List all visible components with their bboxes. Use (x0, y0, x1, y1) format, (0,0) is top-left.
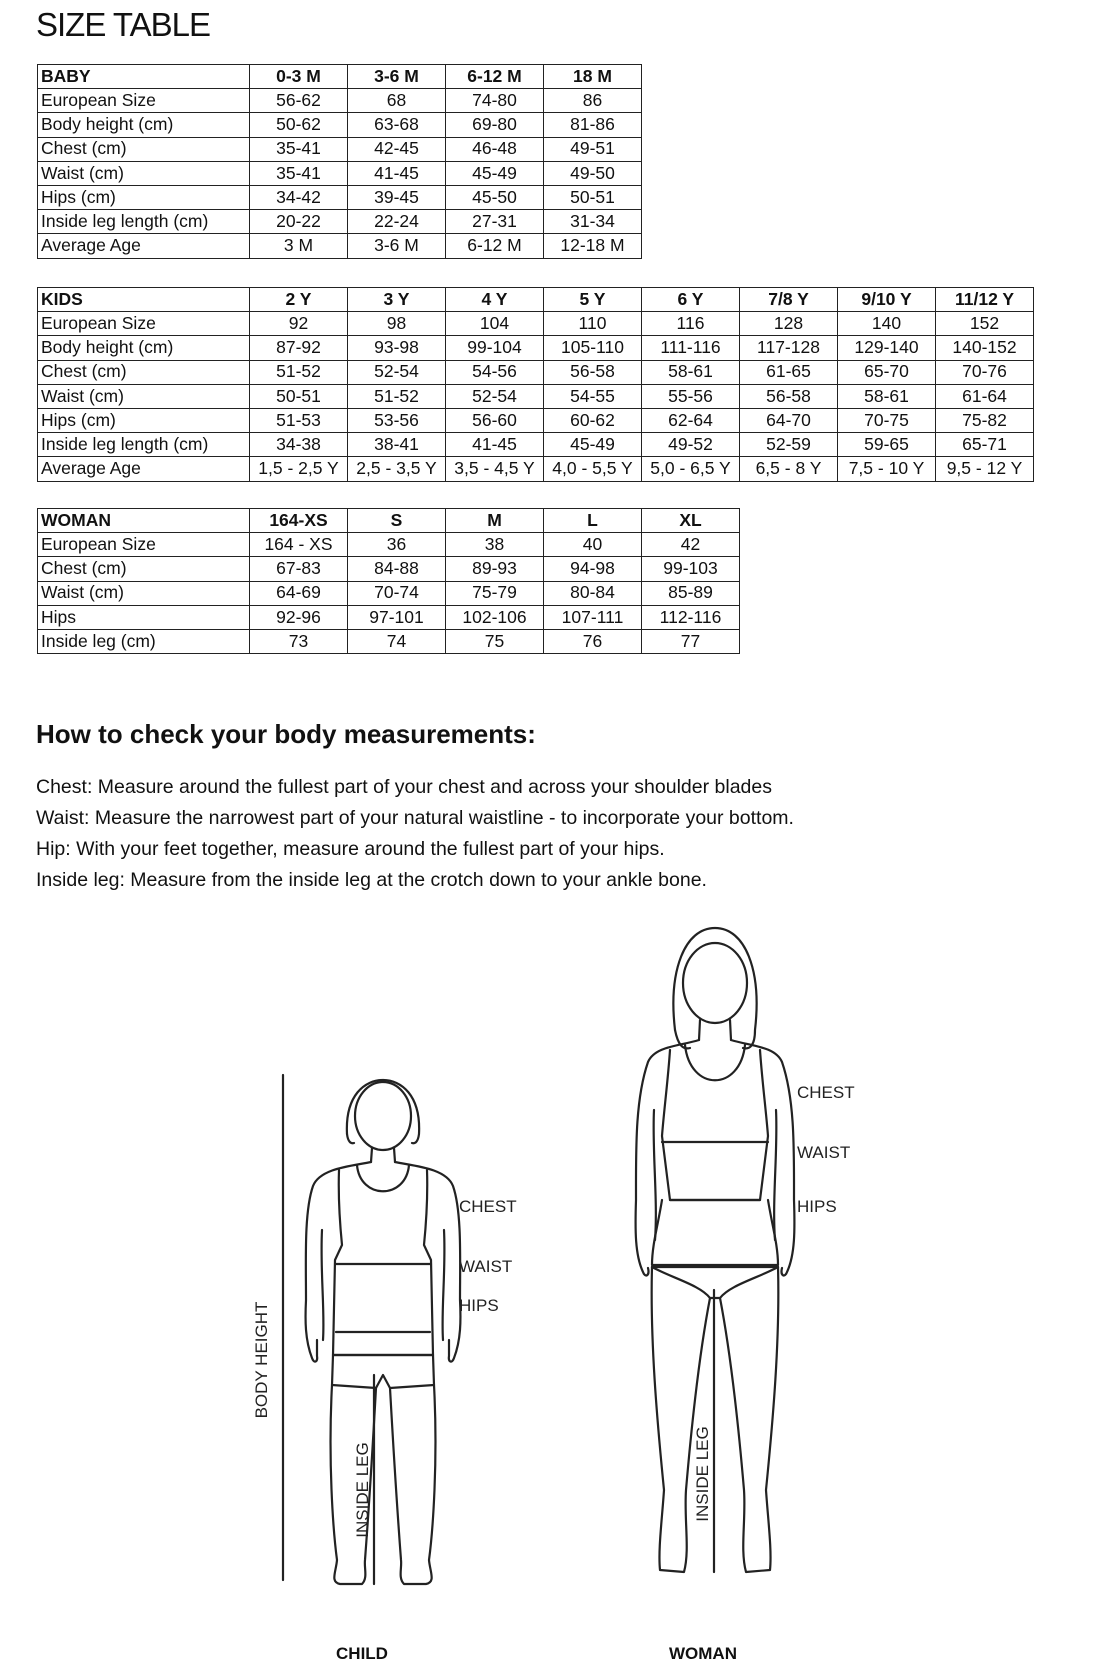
row-label: Chest (cm) (38, 137, 250, 161)
table-row (38, 360, 1034, 384)
table-cell: 4,0 - 5,5 Y (544, 457, 642, 481)
table-cell: 34-38 (250, 433, 348, 457)
table-cell: 107-111 (544, 605, 642, 629)
table-row (38, 185, 642, 209)
table-cell: 129-140 (838, 336, 936, 360)
table-cell: 3 M (250, 234, 348, 258)
table-cell: 64-69 (250, 581, 348, 605)
table-cell: 41-45 (446, 433, 544, 457)
table-cell: 92-96 (250, 605, 348, 629)
table-row (38, 210, 642, 234)
table-cell: 49-50 (544, 161, 642, 185)
child-vest (333, 1170, 433, 1355)
column-header: 2 Y (250, 288, 348, 312)
woman-top (662, 1050, 768, 1200)
row-label: Hips (cm) (38, 185, 250, 209)
table-cell: 65-71 (936, 433, 1034, 457)
child-caption: CHILD (336, 1644, 388, 1663)
row-label: Body height (cm) (38, 336, 250, 360)
table-cell: 67-83 (250, 557, 348, 581)
row-label: Inside leg (cm) (38, 629, 250, 653)
table-cell: 12-18 M (544, 234, 642, 258)
table-cell: 97-101 (348, 605, 446, 629)
child-waist-label: WAIST (459, 1257, 513, 1276)
table-cell: 75-82 (936, 408, 1034, 432)
table-cell: 94-98 (544, 557, 642, 581)
table-cell: 102-106 (446, 605, 544, 629)
table-row (38, 629, 740, 653)
row-label: European Size (38, 312, 250, 336)
row-label: Waist (cm) (38, 581, 250, 605)
column-header: 0-3 M (250, 65, 348, 89)
baby-size-table (37, 64, 642, 259)
table-cell: 104 (446, 312, 544, 336)
table-cell: 61-64 (936, 384, 1034, 408)
table-cell: 2,5 - 3,5 Y (348, 457, 446, 481)
table-cell: 50-51 (250, 384, 348, 408)
table-cell: 84-88 (348, 557, 446, 581)
howto-line-hips: Hip: With your feet together, measure around the fullest part of your hips. (36, 838, 665, 860)
table-cell: 31-34 (544, 210, 642, 234)
table-cell: 58-61 (642, 360, 740, 384)
howto-line-waist: Waist: Measure the narrowest part of your natural waistline - to incorporate your bottom. (36, 807, 794, 829)
woman-head (683, 943, 747, 1023)
table-cell: 50-62 (250, 113, 348, 137)
woman-figure (636, 928, 795, 1572)
howto-line-inside-leg: Inside leg: Measure from the inside leg at the crotch down to your ankle bone. (36, 869, 707, 891)
column-header: 7/8 Y (740, 288, 838, 312)
table-cell: 51-53 (250, 408, 348, 432)
table-cell: 34-42 (250, 185, 348, 209)
row-label: European Size (38, 533, 250, 557)
table-cell: 52-54 (446, 384, 544, 408)
table-cell: 58-61 (838, 384, 936, 408)
column-header: 3 Y (348, 288, 446, 312)
table-row (38, 384, 1034, 408)
table-cell: 75-79 (446, 581, 544, 605)
table-cell: 1,5 - 2,5 Y (250, 457, 348, 481)
row-label: Body height (cm) (38, 113, 250, 137)
table-title-cell: WOMAN (38, 509, 250, 533)
woman-caption: WOMAN (669, 1644, 737, 1663)
table-cell: 52-54 (348, 360, 446, 384)
column-header: 5 Y (544, 288, 642, 312)
row-label: Waist (cm) (38, 161, 250, 185)
woman-chest-label: CHEST (797, 1083, 855, 1102)
table-cell: 54-55 (544, 384, 642, 408)
table-cell: 56-62 (250, 89, 348, 113)
table-cell: 63-68 (348, 113, 446, 137)
woman-size-table (37, 508, 740, 654)
table-cell: 70-75 (838, 408, 936, 432)
table-cell: 70-74 (348, 581, 446, 605)
table-cell: 9,5 - 12 Y (936, 457, 1034, 481)
column-header: XL (642, 509, 740, 533)
table-cell: 77 (642, 629, 740, 653)
table-cell: 45-50 (446, 185, 544, 209)
table-row (38, 113, 642, 137)
table-cell: 56-58 (740, 384, 838, 408)
table-cell: 85-89 (642, 581, 740, 605)
woman-waist-label: WAIST (797, 1143, 851, 1162)
table-title-cell: KIDS (38, 288, 250, 312)
table-cell: 35-41 (250, 137, 348, 161)
woman-right-leg (720, 1267, 778, 1572)
table-row (38, 581, 740, 605)
measurement-figures (0, 900, 1109, 1676)
column-header: S (348, 509, 446, 533)
table-cell: 81-86 (544, 113, 642, 137)
row-label: Waist (cm) (38, 384, 250, 408)
child-inside-leg-label: INSIDE LEG (353, 1442, 372, 1538)
table-cell: 68 (348, 89, 446, 113)
child-shorts (332, 1355, 434, 1388)
page-title: SIZE TABLE (36, 6, 211, 43)
table-cell: 50-51 (544, 185, 642, 209)
table-cell: 52-59 (740, 433, 838, 457)
table-cell: 38 (446, 533, 544, 557)
table-row (38, 312, 1034, 336)
table-row (38, 89, 642, 113)
table-cell: 56-58 (544, 360, 642, 384)
table-row (38, 137, 642, 161)
table-cell: 164 - XS (250, 533, 348, 557)
table-cell: 56-60 (446, 408, 544, 432)
table-cell: 42 (642, 533, 740, 557)
kids-size-table (37, 287, 1034, 482)
table-cell: 49-51 (544, 137, 642, 161)
child-right-leg (390, 1385, 435, 1584)
table-cell: 92 (250, 312, 348, 336)
table-row (38, 557, 740, 581)
table-cell: 140-152 (936, 336, 1034, 360)
woman-left-leg (652, 1267, 710, 1572)
column-header: 3-6 M (348, 65, 446, 89)
table-cell: 6-12 M (446, 234, 544, 258)
table-row (38, 433, 1034, 457)
table-cell: 152 (936, 312, 1034, 336)
table-cell: 86 (544, 89, 642, 113)
table-cell: 45-49 (446, 161, 544, 185)
table-row (38, 605, 740, 629)
table-cell: 64-70 (740, 408, 838, 432)
column-header: M (446, 509, 544, 533)
child-hood (347, 1080, 419, 1143)
row-label: Inside leg length (cm) (38, 433, 250, 457)
table-cell: 45-49 (544, 433, 642, 457)
table-title-cell: BABY (38, 65, 250, 89)
table-cell: 74-80 (446, 89, 544, 113)
woman-hair (673, 928, 756, 1048)
row-label: Chest (cm) (38, 360, 250, 384)
table-cell: 54-56 (446, 360, 544, 384)
table-cell: 110 (544, 312, 642, 336)
table-cell: 99-104 (446, 336, 544, 360)
woman-hip-area (652, 1200, 778, 1265)
child-head (355, 1082, 411, 1150)
table-cell: 49-52 (642, 433, 740, 457)
table-cell: 98 (348, 312, 446, 336)
row-label: European Size (38, 89, 250, 113)
column-header: 9/10 Y (838, 288, 936, 312)
table-row (38, 234, 642, 258)
table-row (38, 161, 642, 185)
table-cell: 3-6 M (348, 234, 446, 258)
table-cell: 93-98 (348, 336, 446, 360)
table-cell: 65-70 (838, 360, 936, 384)
table-cell: 36 (348, 533, 446, 557)
column-header: L (544, 509, 642, 533)
table-cell: 87-92 (250, 336, 348, 360)
child-hips-label: HIPS (459, 1296, 499, 1315)
table-cell: 111-116 (642, 336, 740, 360)
table-cell: 73 (250, 629, 348, 653)
table-cell: 27-31 (446, 210, 544, 234)
woman-hips-label: HIPS (797, 1197, 837, 1216)
table-cell: 99-103 (642, 557, 740, 581)
column-header: 6-12 M (446, 65, 544, 89)
column-header: 4 Y (446, 288, 544, 312)
table-cell: 39-45 (348, 185, 446, 209)
howto-line-chest: Chest: Measure around the fullest part of your chest and across your shoulder blades (36, 776, 772, 798)
table-cell: 61-65 (740, 360, 838, 384)
table-row (38, 457, 1034, 481)
row-label: Hips (cm) (38, 408, 250, 432)
table-header-row (38, 288, 1034, 312)
row-label: Hips (38, 605, 250, 629)
table-cell: 5,0 - 6,5 Y (642, 457, 740, 481)
row-label: Inside leg length (cm) (38, 210, 250, 234)
table-cell: 22-24 (348, 210, 446, 234)
table-cell: 59-65 (838, 433, 936, 457)
table-cell: 7,5 - 10 Y (838, 457, 936, 481)
table-cell: 80-84 (544, 581, 642, 605)
table-cell: 128 (740, 312, 838, 336)
table-cell: 60-62 (544, 408, 642, 432)
table-cell: 51-52 (250, 360, 348, 384)
table-cell: 116 (642, 312, 740, 336)
table-header-row (38, 509, 740, 533)
howto-heading: How to check your body measurements: (36, 719, 536, 749)
table-cell: 51-52 (348, 384, 446, 408)
table-cell: 55-56 (642, 384, 740, 408)
table-cell: 117-128 (740, 336, 838, 360)
column-header: 6 Y (642, 288, 740, 312)
woman-inside-leg-label: INSIDE LEG (693, 1426, 712, 1522)
child-chest-label: CHEST (459, 1197, 517, 1216)
table-cell: 140 (838, 312, 936, 336)
table-cell: 38-41 (348, 433, 446, 457)
column-header: 18 M (544, 65, 642, 89)
table-cell: 105-110 (544, 336, 642, 360)
column-header: 11/12 Y (936, 288, 1034, 312)
table-cell: 74 (348, 629, 446, 653)
table-header-row (38, 65, 642, 89)
row-label: Chest (cm) (38, 557, 250, 581)
table-cell: 46-48 (446, 137, 544, 161)
table-cell: 53-56 (348, 408, 446, 432)
table-cell: 6,5 - 8 Y (740, 457, 838, 481)
table-cell: 70-76 (936, 360, 1034, 384)
child-body-height-label: BODY HEIGHT (252, 1301, 271, 1419)
table-cell: 35-41 (250, 161, 348, 185)
column-header: 164-XS (250, 509, 348, 533)
row-label: Average Age (38, 457, 250, 481)
table-cell: 89-93 (446, 557, 544, 581)
table-cell: 112-116 (642, 605, 740, 629)
table-row (38, 336, 1034, 360)
table-cell: 20-22 (250, 210, 348, 234)
table-cell: 75 (446, 629, 544, 653)
table-cell: 42-45 (348, 137, 446, 161)
table-cell: 62-64 (642, 408, 740, 432)
table-cell: 40 (544, 533, 642, 557)
table-cell: 3,5 - 4,5 Y (446, 457, 544, 481)
table-row (38, 408, 1034, 432)
table-cell: 41-45 (348, 161, 446, 185)
table-cell: 69-80 (446, 113, 544, 137)
row-label: Average Age (38, 234, 250, 258)
table-cell: 76 (544, 629, 642, 653)
table-row (38, 533, 740, 557)
